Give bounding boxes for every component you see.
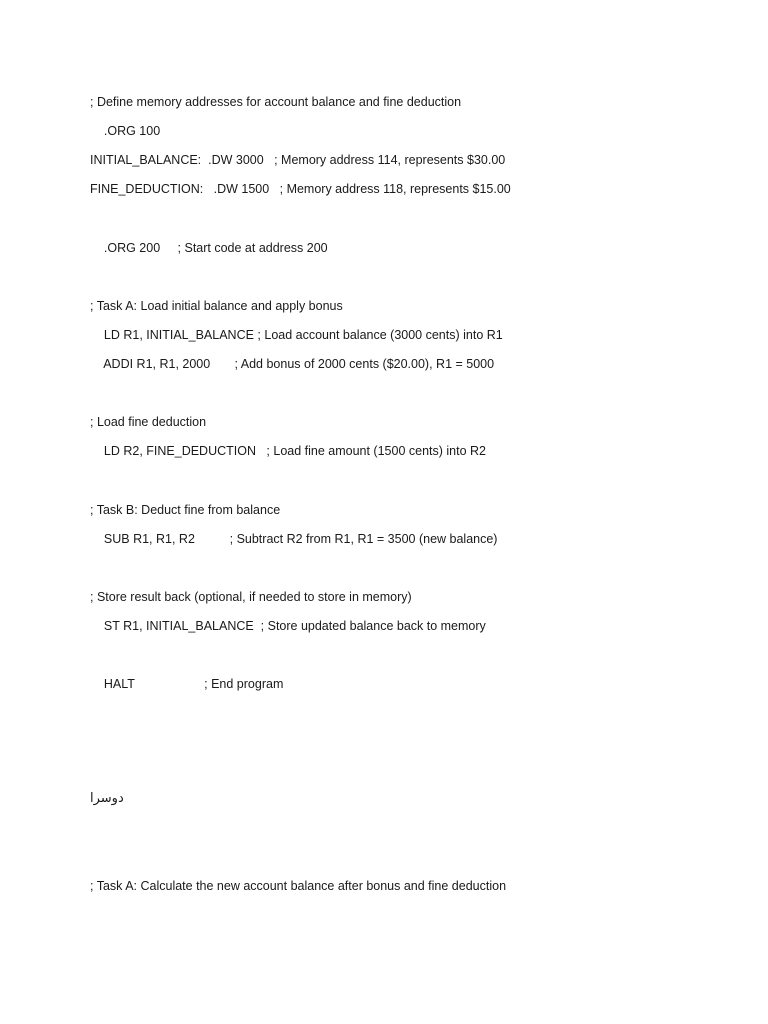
comment-line: ; Define memory addresses for account balance and fine deduction [90, 95, 462, 109]
code-line: INITIAL_BALANCE: .DW 3000 ; Memory address 114, represents $30.00 [90, 153, 506, 167]
code-line: LD R1, INITIAL_BALANCE ; Load account balance (3000 cents) into R1 [90, 328, 503, 342]
code-line: .ORG 100 [90, 124, 161, 138]
code-line: LD R2, FINE_DEDUCTION ; Load fine amount (1500 cents) into R2 [90, 444, 486, 458]
comment-line: ; Load fine deduction [90, 415, 207, 429]
urdu-heading: دوسرا [90, 791, 124, 806]
comment-line: ; Store result back (optional, if needed to store in memory) [90, 590, 412, 604]
code-line: .ORG 200 ; Start code at address 200 [90, 241, 328, 255]
comment-line: ; Task A: Calculate the new account balance after bonus and fine deduction [90, 879, 507, 893]
code-line: FINE_DEDUCTION: .DW 1500 ; Memory address 118, represents $15.00 [90, 182, 511, 196]
code-line: SUB R1, R1, R2 ; Subtract R2 from R1, R1 = 3500 (new balance) [90, 532, 498, 546]
code-line: ADDI R1, R1, 2000 ; Add bonus of 2000 cents ($20.00), R1 = 5000 [90, 357, 495, 371]
code-line: ST R1, INITIAL_BALANCE ; Store updated balance back to memory [90, 619, 486, 633]
comment-line: ; Task B: Deduct fine from balance [90, 503, 281, 517]
code-line: HALT ; End program [90, 677, 284, 691]
comment-line: ; Task A: Load initial balance and apply bonus [90, 299, 343, 313]
